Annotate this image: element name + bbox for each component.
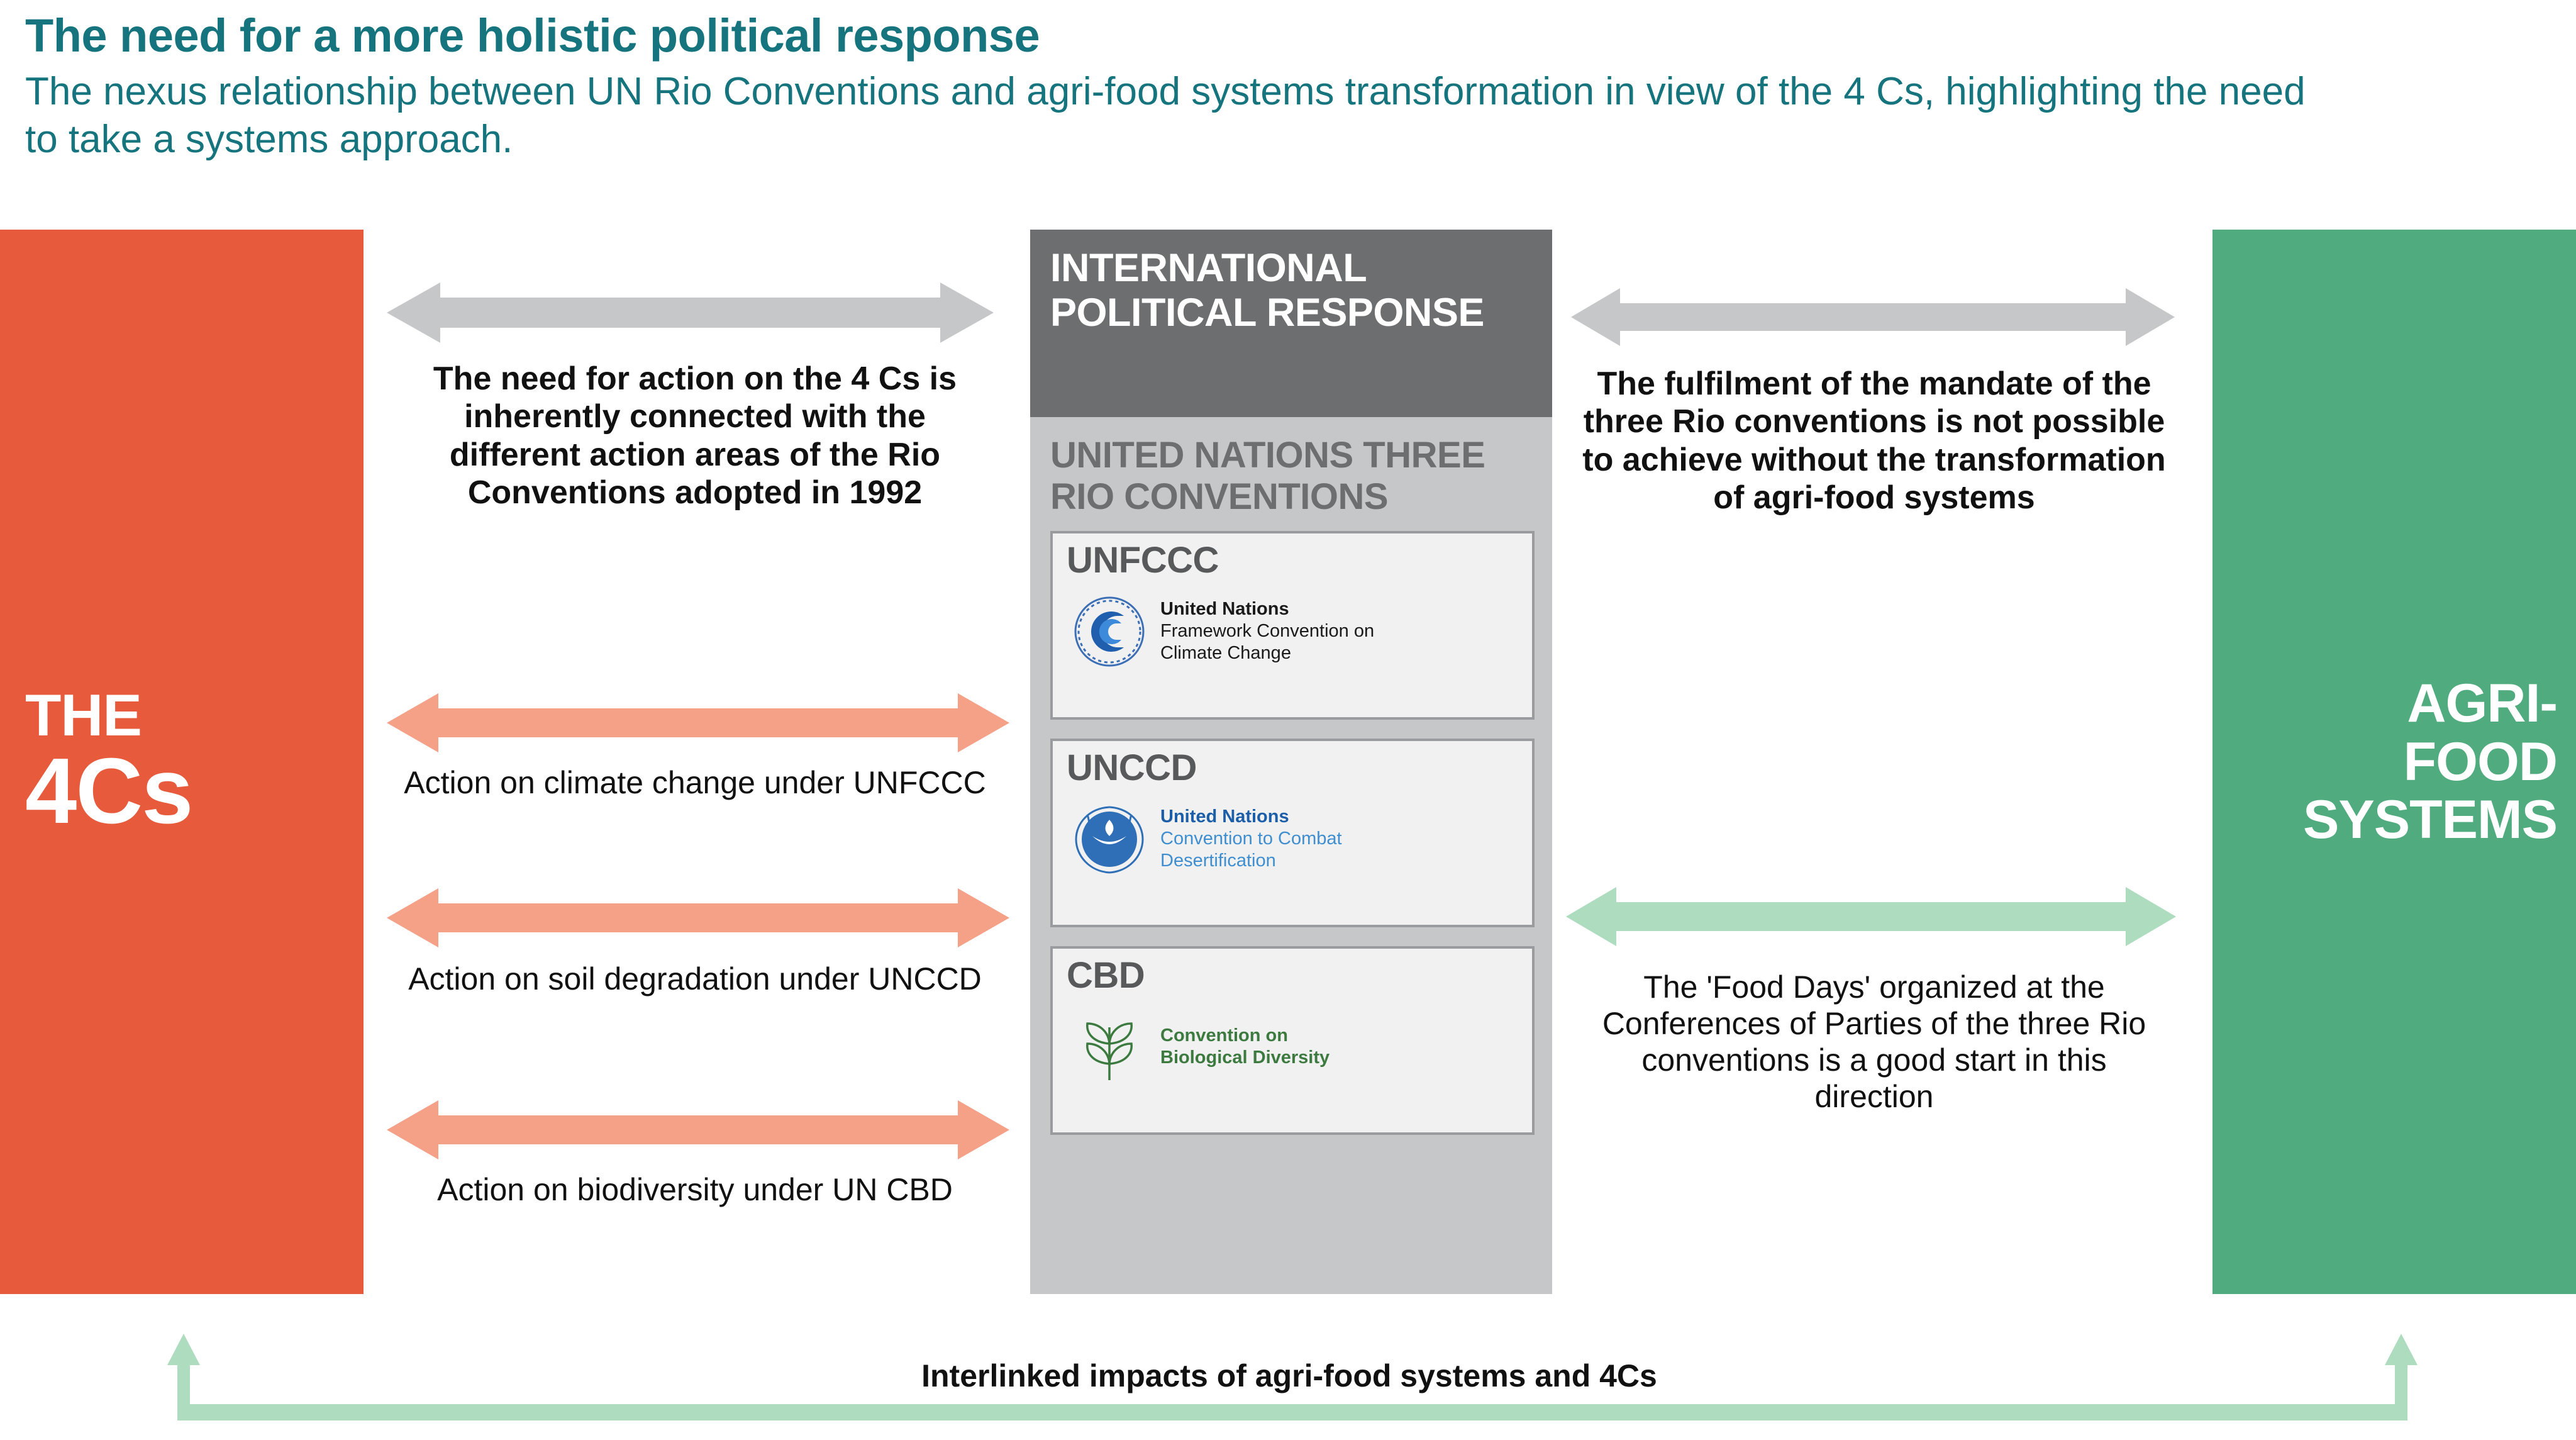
caption-right-1: The fulfilment of the mandate of the three Rio conventions is not possible to achieve without the transformation of agri-food systems — [1582, 366, 2166, 516]
cbd-line2: Biological Diversity — [1160, 1047, 1330, 1068]
united-nations-rio-conventions-panel — [1030, 417, 1552, 1294]
unfccc-logo-icon — [1067, 589, 1152, 674]
convention-acronym: CBD — [1067, 955, 1145, 996]
page-subtitle: The nexus relationship between UN Rio Conventions and agri-food systems transformation in view of the 4 Cs, highlighting the need to take a systems approach. — [25, 70, 2306, 162]
arrow-climate — [387, 686, 1009, 760]
arrow-food-days — [1566, 881, 2176, 953]
convention-card-cbd — [1050, 946, 1535, 1135]
caption-left-3: Action on soil degradation under UNCCD — [408, 961, 982, 996]
unccd-line1: United Nations — [1160, 807, 1289, 827]
grey-double-arrow-right-icon — [1571, 282, 2175, 352]
caption-left-1: The need for action on the 4 Cs is inherently connected with the different action areas of the Rio Conventions adopted in 1992 — [433, 360, 957, 511]
cbd-logo-icon — [1067, 1004, 1152, 1089]
convention-acronym: UNFCCC — [1067, 540, 1219, 581]
grey-double-arrow-icon — [387, 274, 994, 352]
page-title: The need for a more holistic political response — [25, 9, 1040, 62]
right-block-agri-food-systems — [2212, 230, 2576, 1294]
biodiversity-arrow-icon — [387, 1093, 1009, 1167]
bottom-bracket-label: Interlinked impacts of agri-food systems and 4Cs — [799, 1358, 1780, 1394]
caption-left-2: Action on climate change under UNFCCC — [404, 765, 986, 800]
convention-acronym: UNCCD — [1067, 747, 1197, 789]
unccd-line2: Convention to Combat — [1160, 829, 1342, 849]
international-political-response-box — [1030, 230, 1552, 417]
unccd-logo-icon — [1067, 796, 1152, 881]
right-block-line1: AGRI- — [2407, 673, 2557, 734]
ipr-label: INTERNATIONAL POLITICAL RESPONSE — [1050, 246, 1484, 335]
left-block-line2: 4Cs — [25, 739, 192, 843]
left-block-line1: THE — [25, 682, 142, 748]
soil-arrow-icon — [387, 881, 1009, 955]
right-block-line3: SYSTEMS — [2303, 790, 2557, 851]
un-panel-heading: UNITED NATIONS THREE RIO CONVENTIONS — [1050, 435, 1485, 517]
arrow-grey-right — [1571, 282, 2175, 352]
cbd-line1: Convention on — [1160, 1025, 1288, 1046]
arrow-biodiversity — [387, 1093, 1009, 1167]
food-days-arrow-icon — [1566, 881, 2176, 953]
unfccc-text — [1160, 598, 1374, 664]
convention-card-unccd — [1050, 739, 1535, 927]
left-block-the-4cs — [0, 230, 364, 1294]
caption-right-2: The 'Food Days' organized at the Conferences of Parties of the three Rio conventions is a good start in this direction — [1602, 969, 2146, 1114]
convention-card-unfccc — [1050, 531, 1535, 720]
unccd-text — [1160, 806, 1342, 871]
unfccc-line1: United Nations — [1160, 599, 1289, 620]
climate-arrow-icon — [387, 686, 1009, 760]
cbd-text — [1160, 1025, 1330, 1069]
arrow-soil — [387, 881, 1009, 955]
right-block-line2: FOOD — [2403, 731, 2557, 792]
caption-left-4: Action on biodiversity under UN CBD — [437, 1172, 953, 1207]
unfccc-line2: Framework Convention on — [1160, 621, 1375, 642]
unfccc-line3: Climate Change — [1160, 642, 1291, 663]
header — [0, 0, 2576, 223]
arrow-grey-left — [387, 274, 994, 352]
center-column — [1030, 230, 1552, 1294]
unccd-line3: Desertification — [1160, 850, 1276, 871]
